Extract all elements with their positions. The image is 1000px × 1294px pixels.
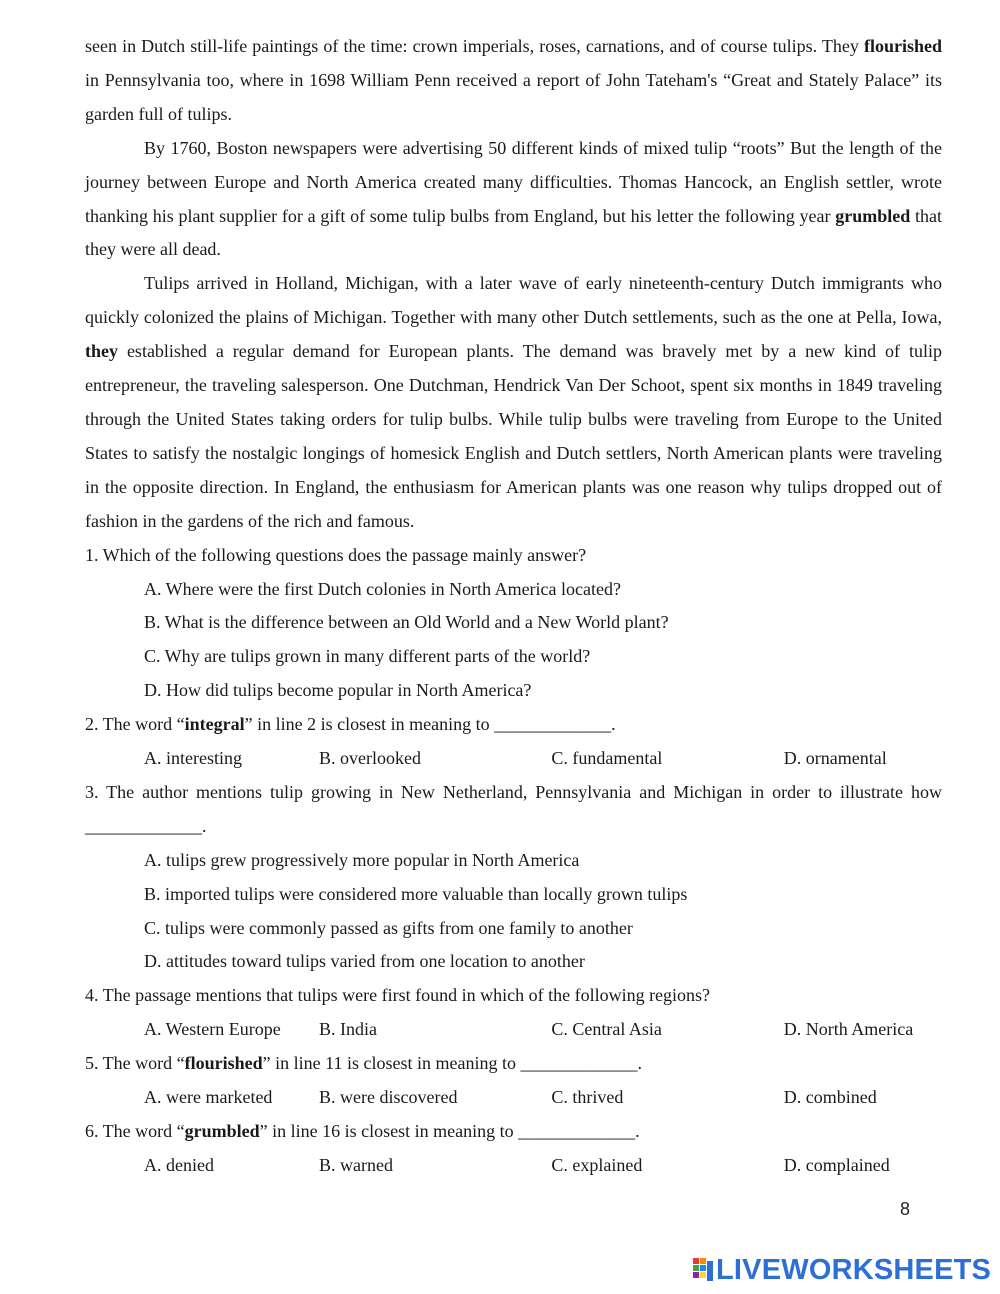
q6-target-word: grumbled (184, 1121, 260, 1141)
q2-option-b[interactable]: B. overlooked (319, 748, 422, 769)
q5-option-c[interactable]: C. thrived (551, 1087, 624, 1108)
q5-options (144, 1081, 942, 1115)
q6-option-c[interactable]: C. explained (551, 1154, 643, 1175)
q3-option-c[interactable]: C. tulips were commonly passed as gifts from one family to another (144, 917, 633, 938)
q6-options (144, 1149, 942, 1183)
q5-option-b[interactable]: B. were discovered (319, 1087, 458, 1108)
liveworksheets-logo-text: LIVEWORKSHEETS (716, 1253, 992, 1286)
q4-option-a[interactable]: A. Western Europe (144, 1019, 281, 1040)
q2-option-d[interactable]: D. ornamental (783, 748, 887, 769)
q1-option-a[interactable]: A. Where were the first Dutch colonies in North America located? (144, 578, 621, 599)
q6-option-d[interactable]: D. complained (783, 1154, 890, 1175)
q3-option-a[interactable]: A. tulips grew progressively more popular in North America (144, 849, 580, 870)
q1-option-b[interactable]: B. What is the difference between an Old World and a New World plant? (144, 612, 669, 633)
q4-option-c[interactable]: C. Central Asia (551, 1019, 662, 1040)
passage-paragraph-3: Tulips arrived in Holland, Michigan, with a later wave of early nineteenth-century Dutch immigrants who quickly colonized the plains of Michigan. Together with many other Dutch settlements, such as the one at Pella, Iowa, they established a regular demand for European plants. The demand was bravely met by a new kind of tulip entrepreneur, the traveling salesperson. One Dutchman, Hendrick Van Der Schoot, spent six months in 1849 traveling through the United States taking orders for tulip bulbs. While tulip bulbs were traveling from Europe to the United States to satisfy the nostalgic longings of homesick English and Dutch settlers, North American plants were traveling in the opposite direction. In England, the enthusiasm for American plants was one reason why tulips dropped out of fashion in the gardens of the rich and famous. (85, 273, 942, 531)
q3-option-b[interactable]: B. imported tulips were considered more valuable than locally grown tulips (144, 883, 688, 904)
question-6: 6. The word “grumbled” in line 16 is closest in meaning to _____________. (85, 1121, 640, 1141)
reference-word-they: they (85, 341, 118, 362)
question-4: 4. The passage mentions that tulips were first found in which of the following regions? (85, 985, 711, 1006)
q1-option-c[interactable]: C. Why are tulips grown in many different parts of the world? (144, 646, 591, 667)
q2-target-word: integral (184, 714, 245, 735)
question-2: 2. The word “integral” in line 2 is closest in meaning to _____________. (85, 714, 616, 735)
q4-option-b[interactable]: B. India (319, 1019, 378, 1040)
q5-option-d[interactable]: D. combined (783, 1087, 877, 1108)
q4-options (144, 1013, 942, 1047)
page-number: 8 (900, 1199, 911, 1219)
question-5: 5. The word “flourished” in line 11 is closest in meaning to _____________. (85, 1053, 642, 1074)
q2-options (144, 742, 942, 776)
liveworksheets-logo-icon (692, 1255, 714, 1285)
vocab-word-grumbled: grumbled (835, 205, 911, 226)
q3-option-d[interactable]: D. attitudes toward tulips varied from one location to another (144, 951, 585, 972)
passage-paragraph-2: By 1760, Boston newspapers were advertising 50 different kinds of mixed tulip “roots” But the length of the journey between Europe and North America created many difficulties. Thomas Hancock, an English settler, wrote thanking his plant supplier for a gift of some tulip bulbs from England, but his letter the following year grumbled that they were all dead. (85, 137, 942, 260)
q6-option-a[interactable]: A. denied (144, 1154, 214, 1175)
q6-option-b[interactable]: B. warned (319, 1154, 394, 1175)
question-3: 3. The author mentions tulip growing in New Netherland, Pennsylvania and Michigan in order to illustrate how _____________. (85, 781, 942, 836)
liveworksheets-logo[interactable] (692, 1253, 991, 1287)
q2-option-c[interactable]: C. fundamental (551, 748, 663, 769)
q2-option-a[interactable]: A. interesting (144, 748, 242, 769)
question-1: 1. Which of the following questions does the passage mainly answer? (85, 544, 587, 565)
q4-option-d[interactable]: D. North America (783, 1019, 914, 1040)
q5-option-a[interactable]: A. were marketed (144, 1087, 273, 1108)
passage-paragraph-1: seen in Dutch still-life paintings of the time: crown imperials, roses, carnations, and of course tulips. They flourished in Pennsylvania too, where in 1698 William Penn received a report of John Tateham's “Great and Stately Palace” its garden full of tulips. (85, 36, 942, 124)
worksheet-page (85, 30, 942, 1183)
q1-option-d[interactable]: D. How did tulips become popular in North America? (144, 680, 532, 701)
vocab-word-flourished: flourished (863, 36, 942, 56)
q5-target-word: flourished (184, 1053, 263, 1074)
